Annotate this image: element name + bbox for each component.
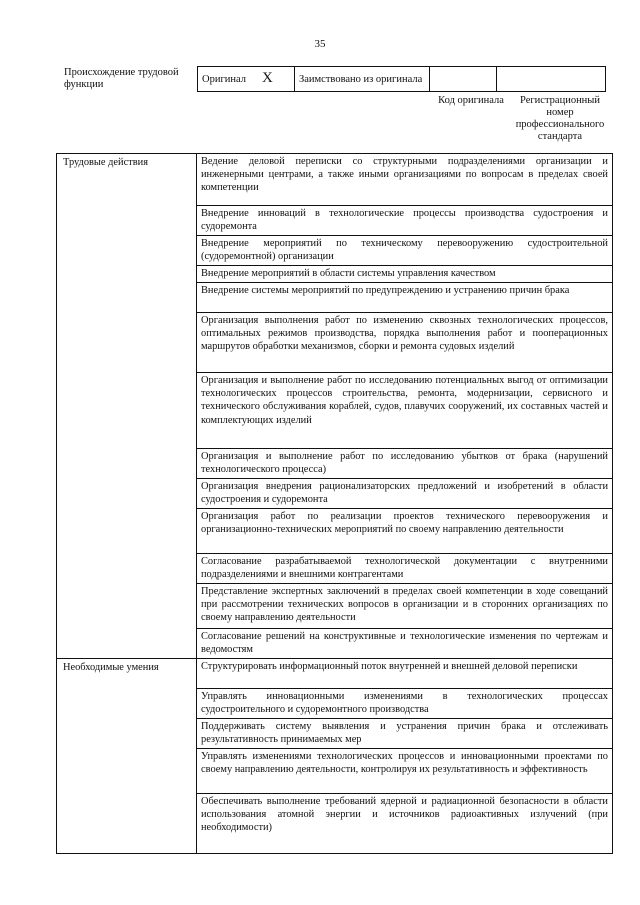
borrowed-label: Заимствовано из оригинала bbox=[299, 73, 423, 85]
table-cell: Организация и выполнение работ по исследованию убытков от брака (нарушений технологического процесса) bbox=[197, 449, 613, 479]
table-cell: Организация внедрения рационализаторских предложений и изобретений в области судостроения и судоремонта bbox=[197, 479, 613, 509]
code-cell bbox=[430, 67, 497, 92]
section-title: Трудовые действия bbox=[57, 154, 197, 659]
reg-number-cell bbox=[497, 67, 606, 92]
table-cell: Управлять изменениями технологических процессов и инновационными проектами по своему направлению деятельности, контролируя их результативность и эффективность bbox=[197, 749, 613, 794]
original-mark: X bbox=[262, 70, 273, 86]
table-cell: Внедрение мероприятий в области системы управления качеством bbox=[197, 266, 613, 283]
table-cell: Внедрение системы мероприятий по предупреждению и устранению причин брака bbox=[197, 283, 613, 313]
table-cell: Организация и выполнение работ по исследованию потенциальных выгод от оптимизации технологических процессов строительства, ремонта, модернизации, сервисного и технического обслуживания кораблей, судов, плавучих сооружений, их составных частей и комплектующих изделий bbox=[197, 373, 613, 449]
code-caption: Код оригинала bbox=[438, 95, 504, 106]
table-cell: Представление экспертных заключений в пределах своей компетенции в ходе совещаний при рассмотрении технических вопросов в организации и в сторонних организациях по своему направлению деятельности bbox=[197, 584, 613, 629]
table-row bbox=[57, 154, 613, 206]
table-cell: Структурировать информационный поток внутренней и внешней деловой переписки bbox=[197, 659, 613, 689]
table-row bbox=[57, 659, 613, 689]
page-number: 35 bbox=[314, 38, 326, 50]
table-cell: Согласование разрабатываемой технологической документации с внутренними подразделениями и внешними контрагентами bbox=[197, 554, 613, 584]
borrowed-cell bbox=[295, 67, 430, 92]
origin-label: Происхождение трудовой функции bbox=[64, 67, 179, 90]
table-body bbox=[57, 154, 613, 854]
table-cell: Организация работ по реализации проектов технического перевооружения и организационно-технических мероприятий по своему направлению деятельности bbox=[197, 509, 613, 554]
reg-caption: Регистрационный номер профессионального стандарта bbox=[515, 95, 605, 142]
table-cell: Обеспечивать выполнение требований ядерной и радиационной безопасности в области использования атомной энергии и источников радиоактивных излучений (при необходимости) bbox=[197, 794, 613, 854]
table-cell: Внедрение инноваций в технологические процессы производства судостроения и судоремонта bbox=[197, 206, 613, 236]
section-title: Необходимые умения bbox=[57, 659, 197, 854]
table-cell: Внедрение мероприятий по техническому перевооружению судостроительной (судоремонтной) организации bbox=[197, 236, 613, 266]
table-cell: Согласование решений на конструктивные и технологические изменения по чертежам и ведомостям bbox=[197, 629, 613, 659]
table-cell: Организация выполнения работ по изменению сквозных технологических процессов, оптимальных режимов производства, порядка выполнения работ и пооперационных маршрутов обработки механизмов, сборки и ремонта судовых изделий bbox=[197, 313, 613, 373]
original-label: Оригинал bbox=[202, 74, 246, 85]
original-cell bbox=[198, 67, 295, 92]
table-cell: Управлять инновационными изменениями в технологических процессах судостроительного и судоремонтного производства bbox=[197, 689, 613, 719]
table-cell: Ведение деловой переписки со структурными подразделениями организации и инженерными центрами, а также иными организациями по вопросам в пределах своей компетенции bbox=[197, 154, 613, 206]
labor-function-table bbox=[56, 153, 613, 854]
table-cell: Поддерживать систему выявления и устранения причин брака и отслеживать результативность принимаемых мер bbox=[197, 719, 613, 749]
origin-table bbox=[197, 66, 606, 92]
